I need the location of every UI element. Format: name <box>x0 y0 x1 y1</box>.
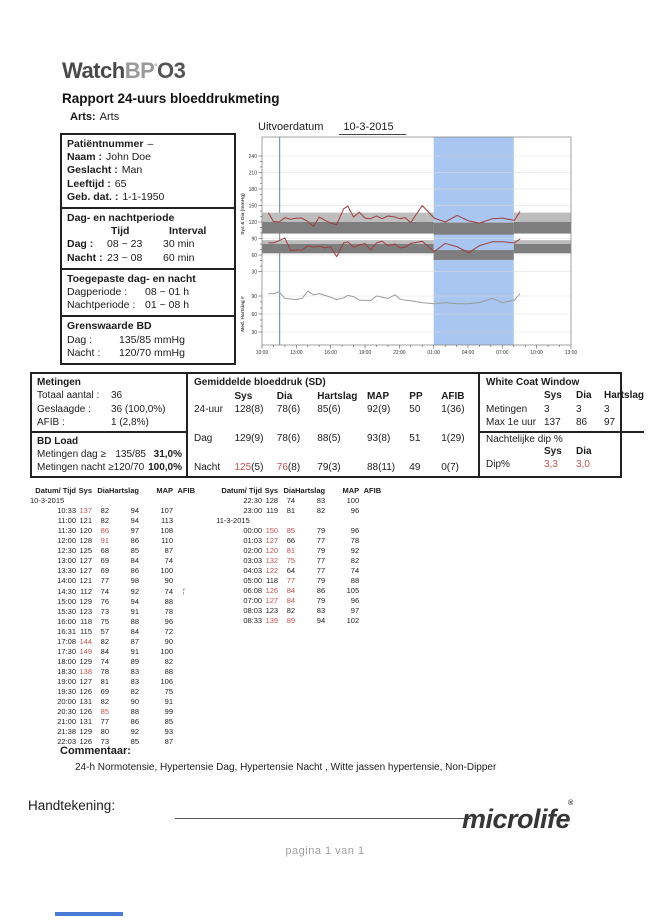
measurement-row: 11:00 121 82 94 113 <box>57 516 174 525</box>
wc-metingen-label: Metingen <box>486 403 528 415</box>
date-row: 11-3-2015 <box>216 516 250 525</box>
logo-o3: O3 <box>156 58 186 83</box>
night-label: Nacht : <box>67 251 103 264</box>
day-night-period-section <box>62 207 234 268</box>
measurement-row: 14:00 121 77 98 90 <box>57 576 174 585</box>
dip-label: Dip% <box>486 459 510 471</box>
afib-value: 1 (2,8%) <box>111 417 149 429</box>
measurement-table-left <box>30 486 195 747</box>
wc-max-label: Max 1e uur <box>486 417 537 429</box>
wc-col-sys: Sys <box>544 390 562 402</box>
afib-label: AFIB : <box>37 417 65 429</box>
patient-number-label: Patiëntnummer <box>67 138 144 150</box>
measurement-row: 12:30 125 68 85 87 <box>57 546 174 555</box>
gender-value: Man <box>121 164 143 177</box>
svg-text:60: 60 <box>251 252 257 259</box>
night-dip-box <box>480 431 644 472</box>
date-row: 10-3-2015 <box>30 496 65 505</box>
measurement-row: 13:00 127 69 84 74 <box>57 556 174 565</box>
wc-col-dia: Dia <box>576 390 592 402</box>
threshold-band-dark <box>514 222 571 234</box>
dob-value: 1-1-1950 <box>122 190 165 203</box>
limit-day-value: 135/85 mmHg <box>119 333 185 346</box>
threshold-band-light <box>514 213 571 222</box>
list-col-afib: AFIB <box>177 486 196 495</box>
threshold-band-dark <box>434 250 514 260</box>
list-col-sys: Sys <box>264 486 279 495</box>
svg-text:240: 240 <box>248 153 257 160</box>
doctor-label: Arts: <box>70 111 96 123</box>
avg-col-afib: AFIB <box>441 391 465 402</box>
gender-label: Geslacht : <box>67 164 118 177</box>
col-time: Tijd <box>111 225 130 238</box>
measurement-row: 03:03 132 75 77 82 <box>243 556 360 565</box>
measurement-row: 22:30 128 74 83 100 <box>243 496 360 505</box>
night-time: 23 ~ 08 <box>107 251 143 264</box>
measurement-row: 10:33 137 82 94 107 <box>57 506 174 515</box>
list-col-datetime: Datum/ Tijd <box>35 486 76 495</box>
logo-reg-mark: ° <box>154 62 157 72</box>
list-col-afib: AFIB <box>363 486 382 495</box>
measurement-row: 17:08 144 82 87 90 <box>57 637 174 646</box>
bd-load-box <box>32 431 186 475</box>
svg-text:90: 90 <box>251 236 257 243</box>
white-coat-box <box>480 374 644 476</box>
limit-title: Grenswaarde BD <box>67 320 152 333</box>
measurement-row: 07:00 127 84 79 96 <box>243 596 360 605</box>
total-value: 36 <box>111 390 123 402</box>
measurement-row: 18:00 129 74 89 82 <box>57 657 174 666</box>
signature-line <box>175 818 471 819</box>
list-col-dia: Dia <box>97 486 109 495</box>
threshold-band-light <box>514 240 571 244</box>
applied-night-value: 01 ~ 08 h <box>145 299 190 312</box>
bd-night-label: Metingen nacht ≥ <box>37 462 114 474</box>
wc-max-dia: 86 <box>576 417 588 429</box>
comment-label: Commentaar: <box>60 745 131 757</box>
limit-night-value: 120/70 mmHg <box>119 346 185 359</box>
measurement-row: 08:03 123 82 83 97 <box>243 606 360 615</box>
col-interval: Interval <box>169 225 207 238</box>
applied-title: Toegepaste dag- en nacht <box>67 272 196 285</box>
applied-night-label: Nachtperiode : <box>67 299 136 312</box>
wc-max-sys: 137 <box>544 417 561 429</box>
patient-info-box <box>60 133 236 365</box>
measurement-row: 21:00 131 77 86 85 <box>57 717 174 726</box>
night-interval: 60 min <box>163 251 195 264</box>
avg-col-hartslag: Hartslag <box>317 391 358 402</box>
avg-row-Nacht: Nacht 125(5) 76(8) 79(3) 88(11) 49 0(7) <box>194 462 459 473</box>
exec-date-label: Uitvoerdatum <box>258 121 324 133</box>
svg-text:30: 30 <box>251 269 257 276</box>
dob-label: Geb. dat. : <box>67 190 119 203</box>
list-col-hartslag: Hartslag <box>109 486 140 495</box>
list-col-map: MAP <box>156 486 174 495</box>
applied-day-value: 08 ~ 01 h <box>145 286 190 299</box>
bd-day-limit: 135/85 <box>115 449 146 461</box>
bp-24h-chart <box>235 130 635 368</box>
white-coat-title: White Coat Window <box>486 377 580 388</box>
list-col-map: MAP <box>342 486 360 495</box>
bd-night-pct: 100,0% <box>148 462 182 474</box>
doctor-line <box>70 111 119 123</box>
measurement-row: 20:30 126 85 88 99 <box>57 707 174 716</box>
age-value: 65 <box>114 177 127 190</box>
patient-section <box>62 135 234 207</box>
measurement-row: 08:33 139 89 94 102 <box>243 616 360 625</box>
measurement-row: 12:00 128 91 86 110 <box>57 536 174 545</box>
logo-watch: Watch <box>62 58 125 83</box>
svg-text:04:00: 04:00 <box>461 350 475 356</box>
svg-text:16:00: 16:00 <box>324 350 337 356</box>
dip-sys-value: 3,3 <box>544 459 558 471</box>
measurement-table-right <box>216 486 381 626</box>
bd-load-title: BD Load <box>37 435 79 447</box>
day-interval: 30 min <box>163 238 195 251</box>
wc-col-hr: Hartslag <box>604 390 645 402</box>
dip-col-dia: Dia <box>576 445 592 457</box>
svg-text:13:00: 13:00 <box>564 350 578 356</box>
threshold-band-dark <box>514 244 571 253</box>
average-bp-box <box>188 374 480 476</box>
bp-chart-svg <box>235 130 635 368</box>
applied-day-label: Dagperiode : <box>67 286 128 299</box>
microlife-logo <box>462 800 575 835</box>
bd-night-limit: 120/70 <box>113 462 145 474</box>
list-col-dia: Dia <box>283 486 296 495</box>
age-label: Leeftijd : <box>67 177 111 190</box>
comment-text: 24-h Normotensie, Hypertensie Dag, Hypertensie Nacht , Witte jassen hypertensie, Non-Dipper <box>75 762 497 773</box>
measurement-row: 04:03 122 64 77 74 <box>243 566 360 575</box>
dip-col-sys: Sys <box>544 445 562 457</box>
doctor-value: Arts <box>99 111 120 123</box>
limit-day-label: Dag : <box>67 333 93 346</box>
svg-text:30: 30 <box>251 329 257 336</box>
wc-metingen-hr: 3 <box>604 403 610 415</box>
signature-label: Handtekening: <box>28 798 116 813</box>
list-col-sys: Sys <box>78 486 92 495</box>
measurement-row: 05:00 118 77 79 88 <box>243 576 360 585</box>
limit-night-label: Nacht : <box>67 346 101 359</box>
threshold-band-dark <box>434 223 514 235</box>
svg-text:150: 150 <box>248 203 257 210</box>
svg-text:90: 90 <box>251 293 257 300</box>
svg-text:01:00: 01:00 <box>427 350 440 356</box>
bp-limit-section <box>62 315 234 363</box>
svg-text:10:00: 10:00 <box>530 350 543 356</box>
afib-event-icon: ¦' <box>182 589 186 595</box>
measurement-row: 16:31 115 57 84 72 <box>57 627 174 636</box>
list-col-datetime: Datum/ Tijd <box>221 486 263 495</box>
name-value: John Doe <box>106 151 151 164</box>
measurement-row: 23:00 119 81 82 96 <box>243 506 360 515</box>
measurement-row: 19:30 126 69 82 75 <box>57 687 174 696</box>
day-label: Dag : <box>67 238 94 251</box>
metingen-title: Metingen <box>37 377 81 388</box>
microlife-logo-text: microlife <box>462 804 571 834</box>
exec-date-value: 10-3-2015 <box>339 121 405 135</box>
list-col-hartslag: Hartslag <box>295 486 326 495</box>
total-label: Totaal aantal : <box>37 390 100 402</box>
applied-period-section <box>62 268 234 316</box>
svg-text:13:00: 13:00 <box>290 350 303 356</box>
day-time: 08 ~ 23 <box>107 238 143 251</box>
measurement-row: 06:08 126 84 86 105 <box>243 586 360 595</box>
average-bp-title: Gemiddelde bloeddruk (SD) <box>194 377 326 388</box>
wc-metingen-dia: 3 <box>576 403 582 415</box>
measurement-row: 16:00 118 75 88 96 <box>57 617 174 626</box>
measurement-row: 18:30 138 78 83 88 <box>57 667 174 676</box>
bottom-blue-bar <box>55 912 123 916</box>
success-label: Geslaagde : <box>37 403 91 415</box>
summary-box <box>30 372 645 478</box>
night-dip-title: Nachtelijke dip % <box>486 433 563 445</box>
avg-row-24-uur: 24-uur 128(8) 78(6) 85(6) 92(9) 50 1(36) <box>194 404 465 415</box>
svg-text:07:00: 07:00 <box>496 350 509 356</box>
pulse-axis-label: Med. Hartslag # <box>241 296 246 332</box>
avg-col-pp: PP <box>409 391 423 402</box>
sysdia-axis-label: Sys & Dia (mmHg) <box>241 193 246 235</box>
measurement-row: 14:30 112 74 92 74 ¦' <box>57 586 186 596</box>
svg-text:60: 60 <box>251 311 257 318</box>
average-bp-table <box>194 390 478 474</box>
measurement-row: 00:00 150 85 79 96 <box>243 526 360 535</box>
measurement-row: 13:30 127 69 86 100 <box>57 566 174 575</box>
measurement-row: 22:03 126 73 85 87 <box>57 737 174 746</box>
measurement-row: 20:00 131 82 90 91 <box>57 697 174 706</box>
measurement-row: 02:00 120 81 79 92 <box>243 546 360 555</box>
dip-dia-value: 3,0 <box>576 459 590 471</box>
svg-text:10:00: 10:00 <box>255 350 269 356</box>
measurement-row: 15:00 129 76 94 88 <box>57 597 174 606</box>
svg-text:22:00: 22:00 <box>393 350 406 356</box>
avg-col-dia: Dia <box>276 391 293 402</box>
bd-day-label: Metingen dag ≥ <box>37 449 106 461</box>
measurement-row: 11:30 120 86 97 108 <box>57 526 174 535</box>
svg-text:120: 120 <box>248 219 257 226</box>
threshold-band-dark <box>262 222 434 234</box>
wc-max-hr: 97 <box>604 417 616 429</box>
name-label: Naam : <box>67 151 103 164</box>
measurement-row: 15:30 123 73 91 78 <box>57 607 174 616</box>
bd-day-pct: 31,0% <box>153 449 182 461</box>
wc-metingen-sys: 3 <box>544 403 550 415</box>
svg-text:180: 180 <box>248 186 257 193</box>
watchbp-logo <box>62 58 185 84</box>
measurement-list <box>30 486 381 747</box>
period-title: Dag- en nachtperiode <box>67 212 175 225</box>
metingen-box <box>32 374 188 476</box>
success-value: 36 (100,0%) <box>111 403 166 415</box>
avg-col-map: MAP <box>366 391 390 402</box>
patient-number-value: – <box>147 138 154 150</box>
avg-col-sys: Sys <box>234 391 253 402</box>
logo-bp: BP <box>124 58 155 83</box>
measurement-row: 19:00 127 81 83 106 <box>57 677 174 686</box>
microlife-reg-mark: ® <box>568 800 573 807</box>
report-title: Rapport 24-uurs bloeddrukmeting <box>62 91 280 106</box>
measurement-row: 17:30 149 84 91 100 <box>57 647 174 656</box>
avg-row-Dag: Dag 129(9) 78(6) 88(5) 93(8) 51 1(29) <box>194 433 465 444</box>
svg-text:19:00: 19:00 <box>358 350 372 356</box>
svg-text:210: 210 <box>248 170 257 177</box>
measurement-row: 01:03 127 66 77 78 <box>243 536 360 545</box>
measurement-row: 21:38 129 80 92 93 <box>57 727 174 736</box>
page-number: pagina 1 van 1 <box>285 845 365 857</box>
